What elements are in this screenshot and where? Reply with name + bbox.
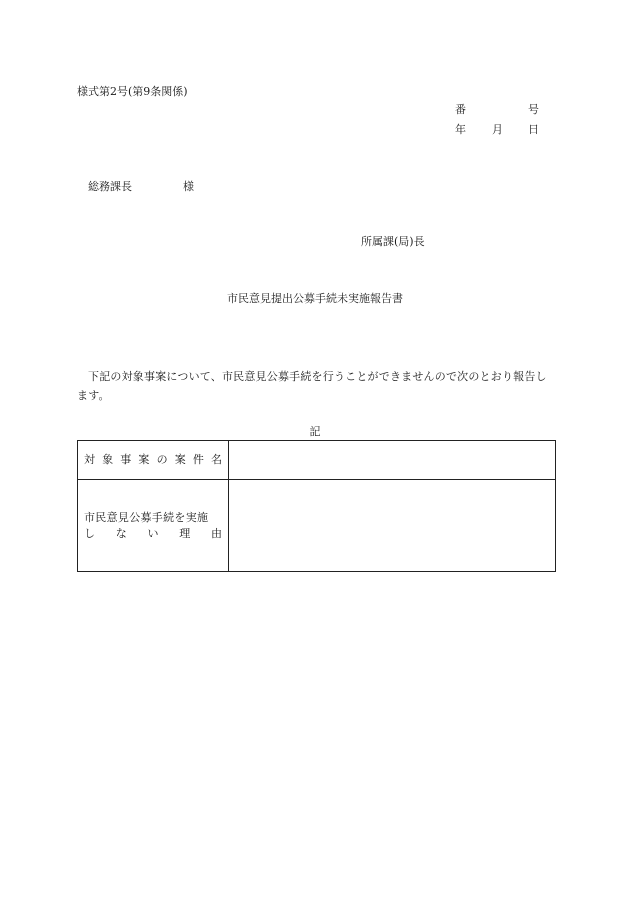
- date-month-label: 月: [492, 123, 503, 136]
- table-row: [78, 480, 556, 572]
- sender-title: 所属課(局)長: [361, 235, 425, 248]
- case-name-label-cell: [78, 441, 229, 480]
- reason-label-line1: 市民意見公募手続を実施: [84, 510, 209, 524]
- number-label: 番: [455, 103, 466, 116]
- number-suffix: 号: [528, 103, 539, 116]
- addressee-name: 総務課長: [88, 180, 132, 193]
- body-paragraph: 下記の対象事案について、市民意見公募手続を行うことができませんので次のとおり報告します。: [77, 370, 547, 402]
- form-number: 様式第2号(第9条関係): [77, 85, 188, 98]
- document-title: 市民意見提出公募手続未実施報告書: [227, 292, 403, 305]
- reason-value-cell[interactable]: [229, 480, 556, 572]
- addressee-honorific: 様: [183, 180, 194, 193]
- table-row: [78, 441, 556, 480]
- reason-label-cell: [78, 480, 229, 572]
- ki-heading: 記: [309, 425, 321, 438]
- reason-label-line2: し な い 理 由: [84, 526, 222, 540]
- date-day-label: 日: [528, 123, 539, 136]
- case-name-label: 対 象 事 案 の 案 件 名: [84, 453, 222, 466]
- date-year-label: 年: [455, 123, 466, 136]
- case-name-value-cell[interactable]: [229, 441, 556, 480]
- report-table: [77, 440, 556, 572]
